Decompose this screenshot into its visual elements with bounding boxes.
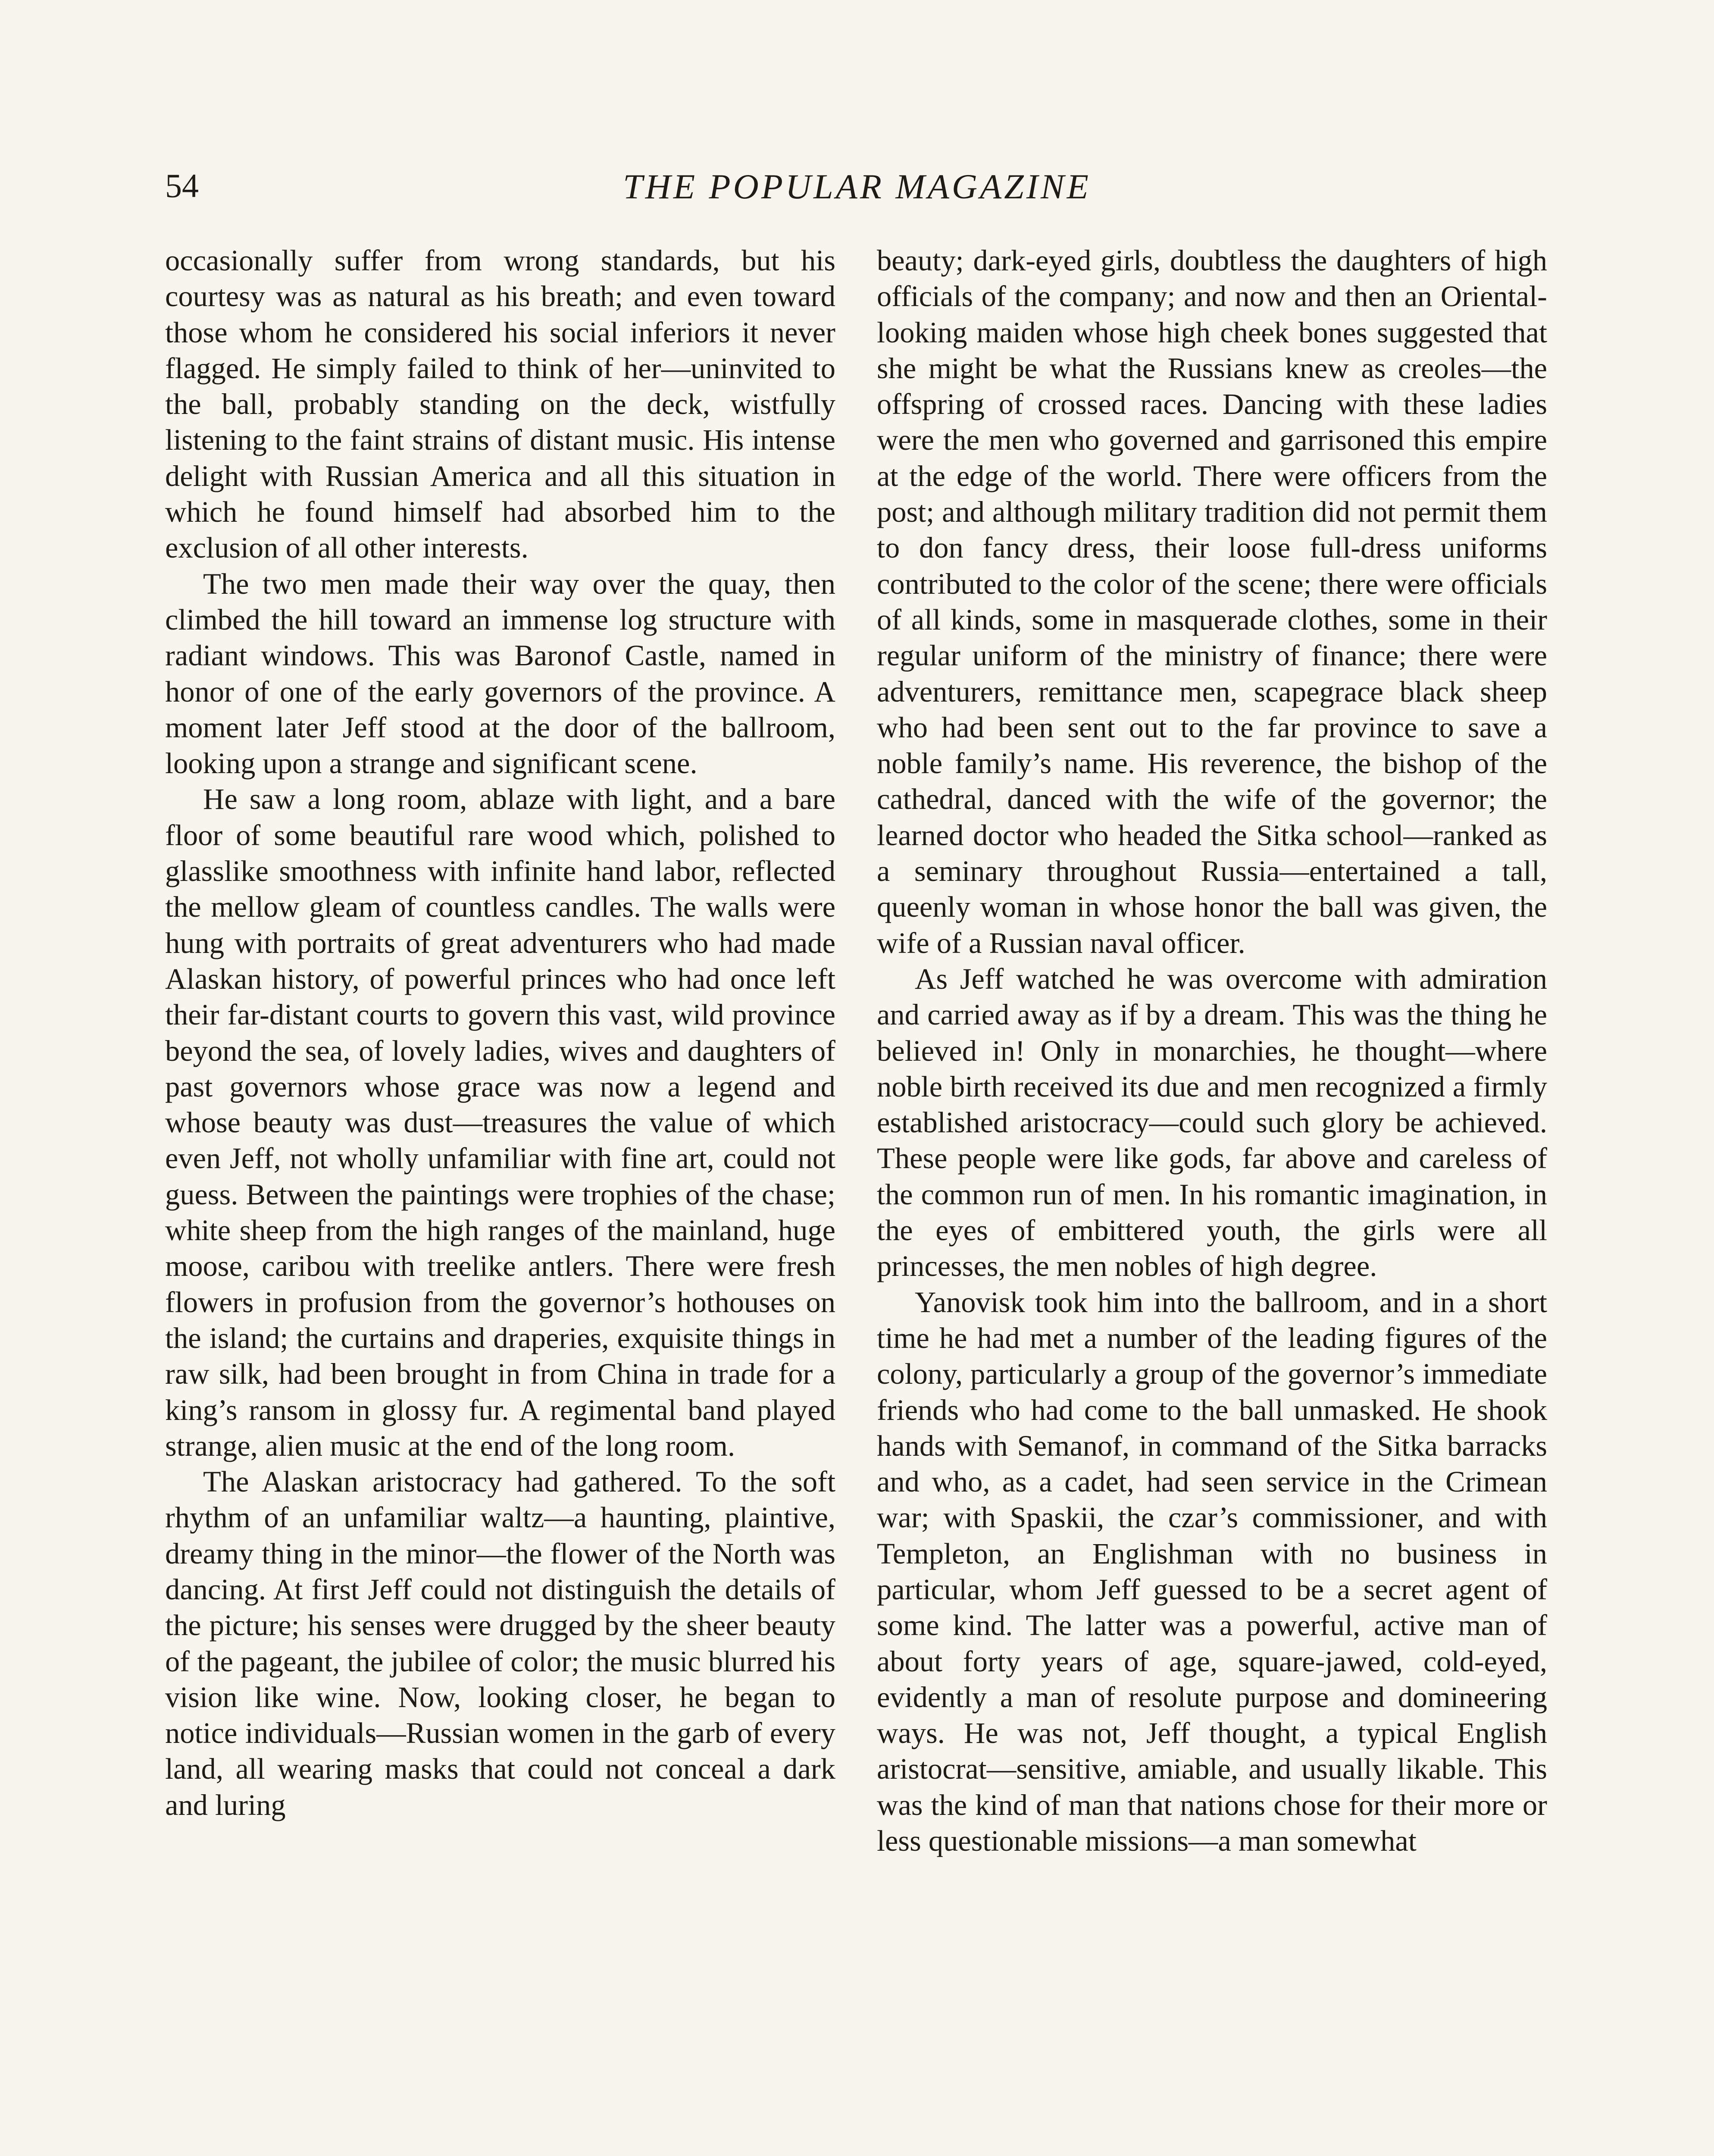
left-text-column [165,243,835,1823]
page-number: 54 [165,167,199,204]
paragraph: Yanovisk took him into the ballroom, and in a short time he had met a number of the leading figures of the colony, particularly a group of the governor’s immediate friends who had come to the ball unmasked. He shook hands with Semanof, in command of the Sitka barracks and who, as a cadet, had seen service in the Crimean war; with Spaskii, the czar’s commissioner, and with Templeton, an Englishman with no business in particular, whom Jeff guessed to be a secret agent of some kind. The latter was a powerful, active man of about forty years of age, square-jawed, cold-eyed, evidently a man of resolute purpose and domineering ways. He was not, Jeff thought, a typical English aristocrat—sensitive, amiable, and usually likable. This was the kind of man that nations chose for their more or less questionable missions—a man somewhat [877,1285,1547,1858]
paragraph: He saw a long room, ablaze with light, and a bare floor of some beautiful rare wood which, polished to glasslike smoothness with infinite hand labor, reflected the mellow gleam of countless candles. The walls were hung with portraits of great adventurers who had made Alaskan history, of powerful princes who had once left their far-distant courts to govern this vast, wild province beyond the sea, of lovely ladies, wives and daughters of past governors whose grace was now a legend and whose beauty was dust—treasures the value of which even Jeff, not wholly unfamiliar with fine art, could not guess. Between the paintings were trophies of the chase; white sheep from the high ranges of the mainland, huge moose, caribou with treelike antlers. There were fresh flowers in profusion from the governor’s hothouses on the island; the curtains and draperies, exquisite things in raw silk, had been brought in from China in trade for a king’s ransom in glossy fur. A regimental band played strange, alien music at the end of the long room. [165,783,835,1462]
paragraph: The Alaskan aristocracy had gathered. To the soft rhythm of an unfamiliar waltz—a haunting, plaintive, dreamy thing in the minor—the flower of the North was dancing. At first Jeff could not distinguish the details of the picture; his senses were drugged by the sheer beauty of the pageant, the jubilee of color; the music blurred his vision like wine. Now, looking closer, he began to notice individuals—Russian women in the garb of every land, all wearing masks that could not conceal a dark and luring [165,1465,835,1821]
paragraph: beauty; dark-eyed girls, doubtless the daughters of high officials of the company; and now and then an Oriental-looking maiden whose high cheek bones suggested that she might be what the Russians knew as creoles—the offspring of crossed races. Dancing with these ladies were the men who governed and garrisoned this empire at the edge of the world. There were officers from the post; and although military tradition did not permit them to don fancy dress, their loose full-dress uniforms contributed to the color of the scene; there were officials of all kinds, some in masquerade clothes, some in their regular uniform of the ministry of finance; there were adventurers, remittance men, scapegrace black sheep who had been sent out to the far province to save a noble family’s name. His reverence, the bishop of the cathedral, danced with the wife of the governor; the learned doctor who headed the Sitka school—ranked as a seminary throughout Russia—entertained a tall, queenly woman in whose honor the ball was given, the wife of a Russian naval officer. [877,244,1547,959]
paragraph: The two men made their way over the quay, then climbed the hill toward an immense log structure with radiant windows. This was Baronof Castle, named in honor of one of the early governors of the province. A moment later Jeff stood at the door of the ballroom, looking upon a strange and significant scene. [165,567,835,780]
paragraph: As Jeff watched he was overcome with admiration and carried away as if by a dream. This was the thing he believed in! Only in monarchies, he thought—where noble birth received its due and men recognized a firmly established aristocracy—could such glory be achieved. These people were like gods, far above and careless of the common run of men. In his romantic imagination, in the eyes of embittered youth, the girls were all princesses, the men nobles of high degree. [877,962,1547,1283]
running-head-title: THE POPULAR MAGAZINE [623,167,1091,206]
right-text-column [877,243,1547,1859]
paragraph: occasionally suffer from wrong standards, but his courtesy was as natural as his breath; and even toward those whom he considered his social inferiors it never flagged. He simply failed to think of her—uninvited to the ball, probably standing on the deck, wistfully listening to the faint strains of distant music. His intense delight with Russian America and all this situation in which he found himself had absorbed him to the exclusion of all other interests. [165,244,835,564]
